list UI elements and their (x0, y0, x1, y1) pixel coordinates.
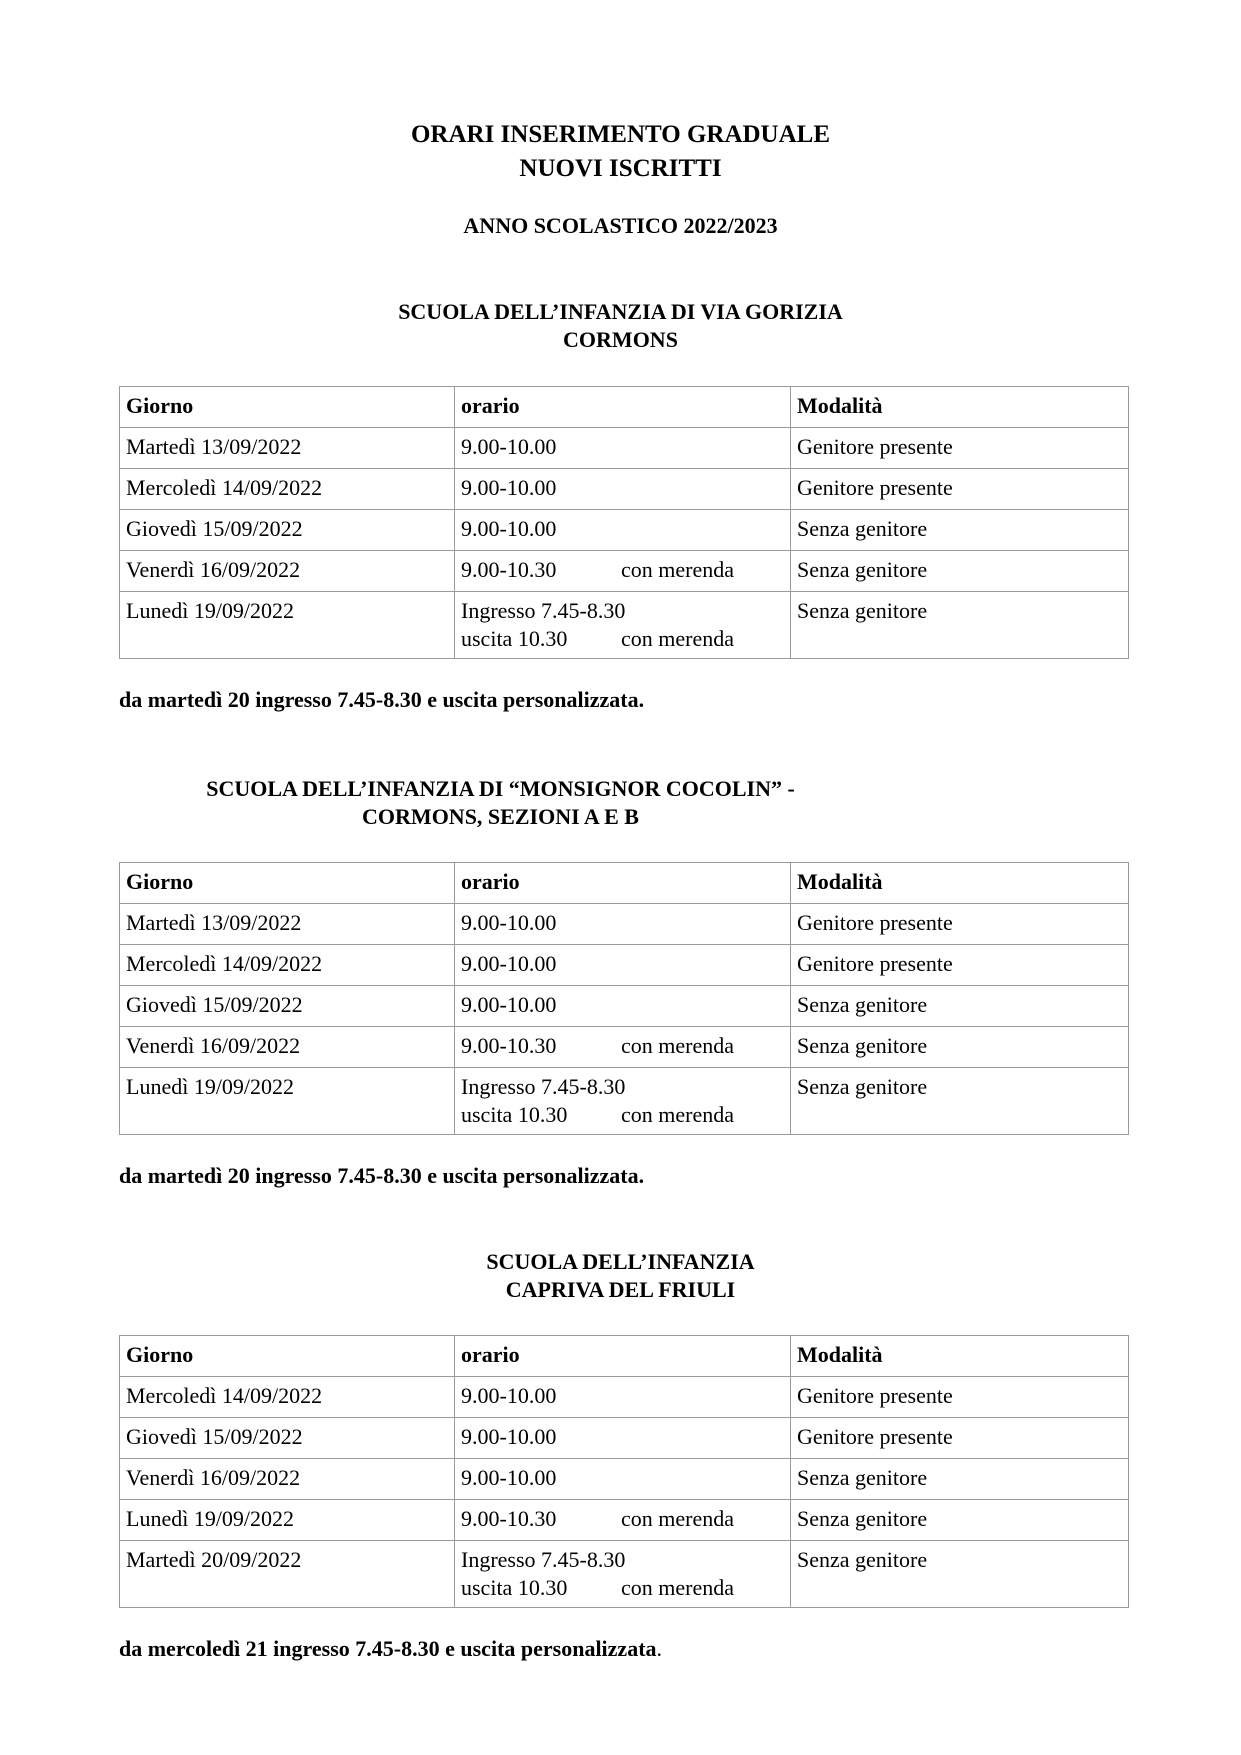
table-row (120, 469, 1129, 510)
school-heading: SCUOLA DELL’INFANZIA DI “MONSIGNOR COCOLIN” - CORMONS, SEZIONI A E B (206, 776, 795, 829)
cell-time: 9.00-10.00 (455, 986, 791, 1027)
header-time: orario (455, 863, 791, 904)
table-row (120, 1068, 1129, 1135)
table-row (120, 1418, 1129, 1459)
cell-mode: Genitore presente (791, 469, 1129, 510)
cell-mode: Senza genitore (791, 1027, 1129, 1068)
header-day: Giorno (120, 1336, 455, 1377)
table-row (120, 945, 1129, 986)
cell-mode: Senza genitore (791, 1068, 1129, 1135)
cell-time: 9.00-10.00 (455, 1459, 791, 1500)
table-header-row (120, 1336, 1129, 1377)
table-header-row (120, 863, 1129, 904)
cell-mode: Genitore presente (791, 945, 1129, 986)
table-row (120, 1377, 1129, 1418)
cell-day: Lunedì 19/09/2022 (120, 1068, 455, 1135)
cell-mode: Senza genitore (791, 592, 1129, 659)
document-title (0, 118, 1241, 186)
cell-day: Mercoledì 14/09/2022 (120, 469, 455, 510)
header-mode: Modalità (791, 1336, 1129, 1377)
table-row (120, 1459, 1129, 1500)
cell-day: Lunedì 19/09/2022 (120, 1500, 455, 1541)
cell-mode: Senza genitore (791, 551, 1129, 592)
schedule-table (119, 1335, 1129, 1608)
cell-mode: Senza genitore (791, 510, 1129, 551)
cell-mode: Genitore presente (791, 428, 1129, 469)
cell-day: Mercoledì 14/09/2022 (120, 945, 455, 986)
cell-time: 9.00-10.00 (455, 945, 791, 986)
cell-mode: Senza genitore (791, 1500, 1129, 1541)
cell-day: Giovedì 15/09/2022 (120, 986, 455, 1027)
table-header-row (120, 387, 1129, 428)
cell-day: Mercoledì 14/09/2022 (120, 1377, 455, 1418)
cell-day: Martedì 13/09/2022 (120, 904, 455, 945)
header-day: Giorno (120, 863, 455, 904)
cell-mode: Senza genitore (791, 1541, 1129, 1608)
cell-day: Martedì 20/09/2022 (120, 1541, 455, 1608)
table-row (120, 1027, 1129, 1068)
table-row (120, 1500, 1129, 1541)
title-line-1: ORARI INSERIMENTO GRADUALE (410, 121, 831, 148)
school-heading: SCUOLA DELL’INFANZIA CAPRIVA DEL FRIULI (486, 1249, 755, 1302)
header-time: orario (455, 387, 791, 428)
school-heading: SCUOLA DELL’INFANZIA DI VIA GORIZIA CORMONS (398, 299, 843, 352)
cell-day: Venerdì 16/09/2022 (120, 1027, 455, 1068)
cell-day: Venerdì 16/09/2022 (120, 551, 455, 592)
schedule-table (119, 386, 1129, 659)
cell-mode: Senza genitore (791, 986, 1129, 1027)
schedule-note: da mercoledì 21 ingresso 7.45-8.30 e uscita personalizzata. (119, 1636, 663, 1661)
cell-mode: Genitore presente (791, 1418, 1129, 1459)
header-mode: Modalità (791, 387, 1129, 428)
cell-time: 9.00-10.00 (455, 904, 791, 945)
header-day: Giorno (120, 387, 455, 428)
schedule-table (119, 862, 1129, 1135)
cell-time: 9.00-10.00 (455, 428, 791, 469)
schedule-note: da martedì 20 ingresso 7.45-8.30 e uscita personalizzata. (119, 687, 645, 712)
cell-time: Ingresso 7.45-8.30 uscita 10.30 con merenda (455, 592, 791, 659)
table-row (120, 428, 1129, 469)
cell-mode: Senza genitore (791, 1459, 1129, 1500)
cell-day: Martedì 13/09/2022 (120, 428, 455, 469)
table-row (120, 904, 1129, 945)
cell-time: 9.00-10.30 con merenda (455, 551, 791, 592)
header-mode: Modalità (791, 863, 1129, 904)
table-row (120, 510, 1129, 551)
cell-time: 9.00-10.00 (455, 1377, 791, 1418)
table-row (120, 551, 1129, 592)
cell-day: Venerdì 16/09/2022 (120, 1459, 455, 1500)
cell-day: Lunedì 19/09/2022 (120, 592, 455, 659)
cell-time: 9.00-10.00 (455, 1418, 791, 1459)
cell-time: 9.00-10.30 con merenda (455, 1027, 791, 1068)
header-time: orario (455, 1336, 791, 1377)
cell-time: Ingresso 7.45-8.30 uscita 10.30 con merenda (455, 1541, 791, 1608)
cell-mode: Genitore presente (791, 904, 1129, 945)
cell-time: Ingresso 7.45-8.30 uscita 10.30 con merenda (455, 1068, 791, 1135)
table-row (120, 592, 1129, 659)
cell-time: 9.00-10.00 (455, 510, 791, 551)
table-row (120, 1541, 1129, 1608)
cell-time: 9.00-10.30 con merenda (455, 1500, 791, 1541)
cell-day: Giovedì 15/09/2022 (120, 510, 455, 551)
cell-time: 9.00-10.00 (455, 469, 791, 510)
cell-day: Giovedì 15/09/2022 (120, 1418, 455, 1459)
school-year: ANNO SCOLASTICO 2022/2023 (463, 213, 778, 238)
table-row (120, 986, 1129, 1027)
schedule-note: da martedì 20 ingresso 7.45-8.30 e uscita personalizzata. (119, 1163, 645, 1188)
title-line-2: NUOVI ISCRITTI (519, 155, 722, 182)
cell-mode: Genitore presente (791, 1377, 1129, 1418)
